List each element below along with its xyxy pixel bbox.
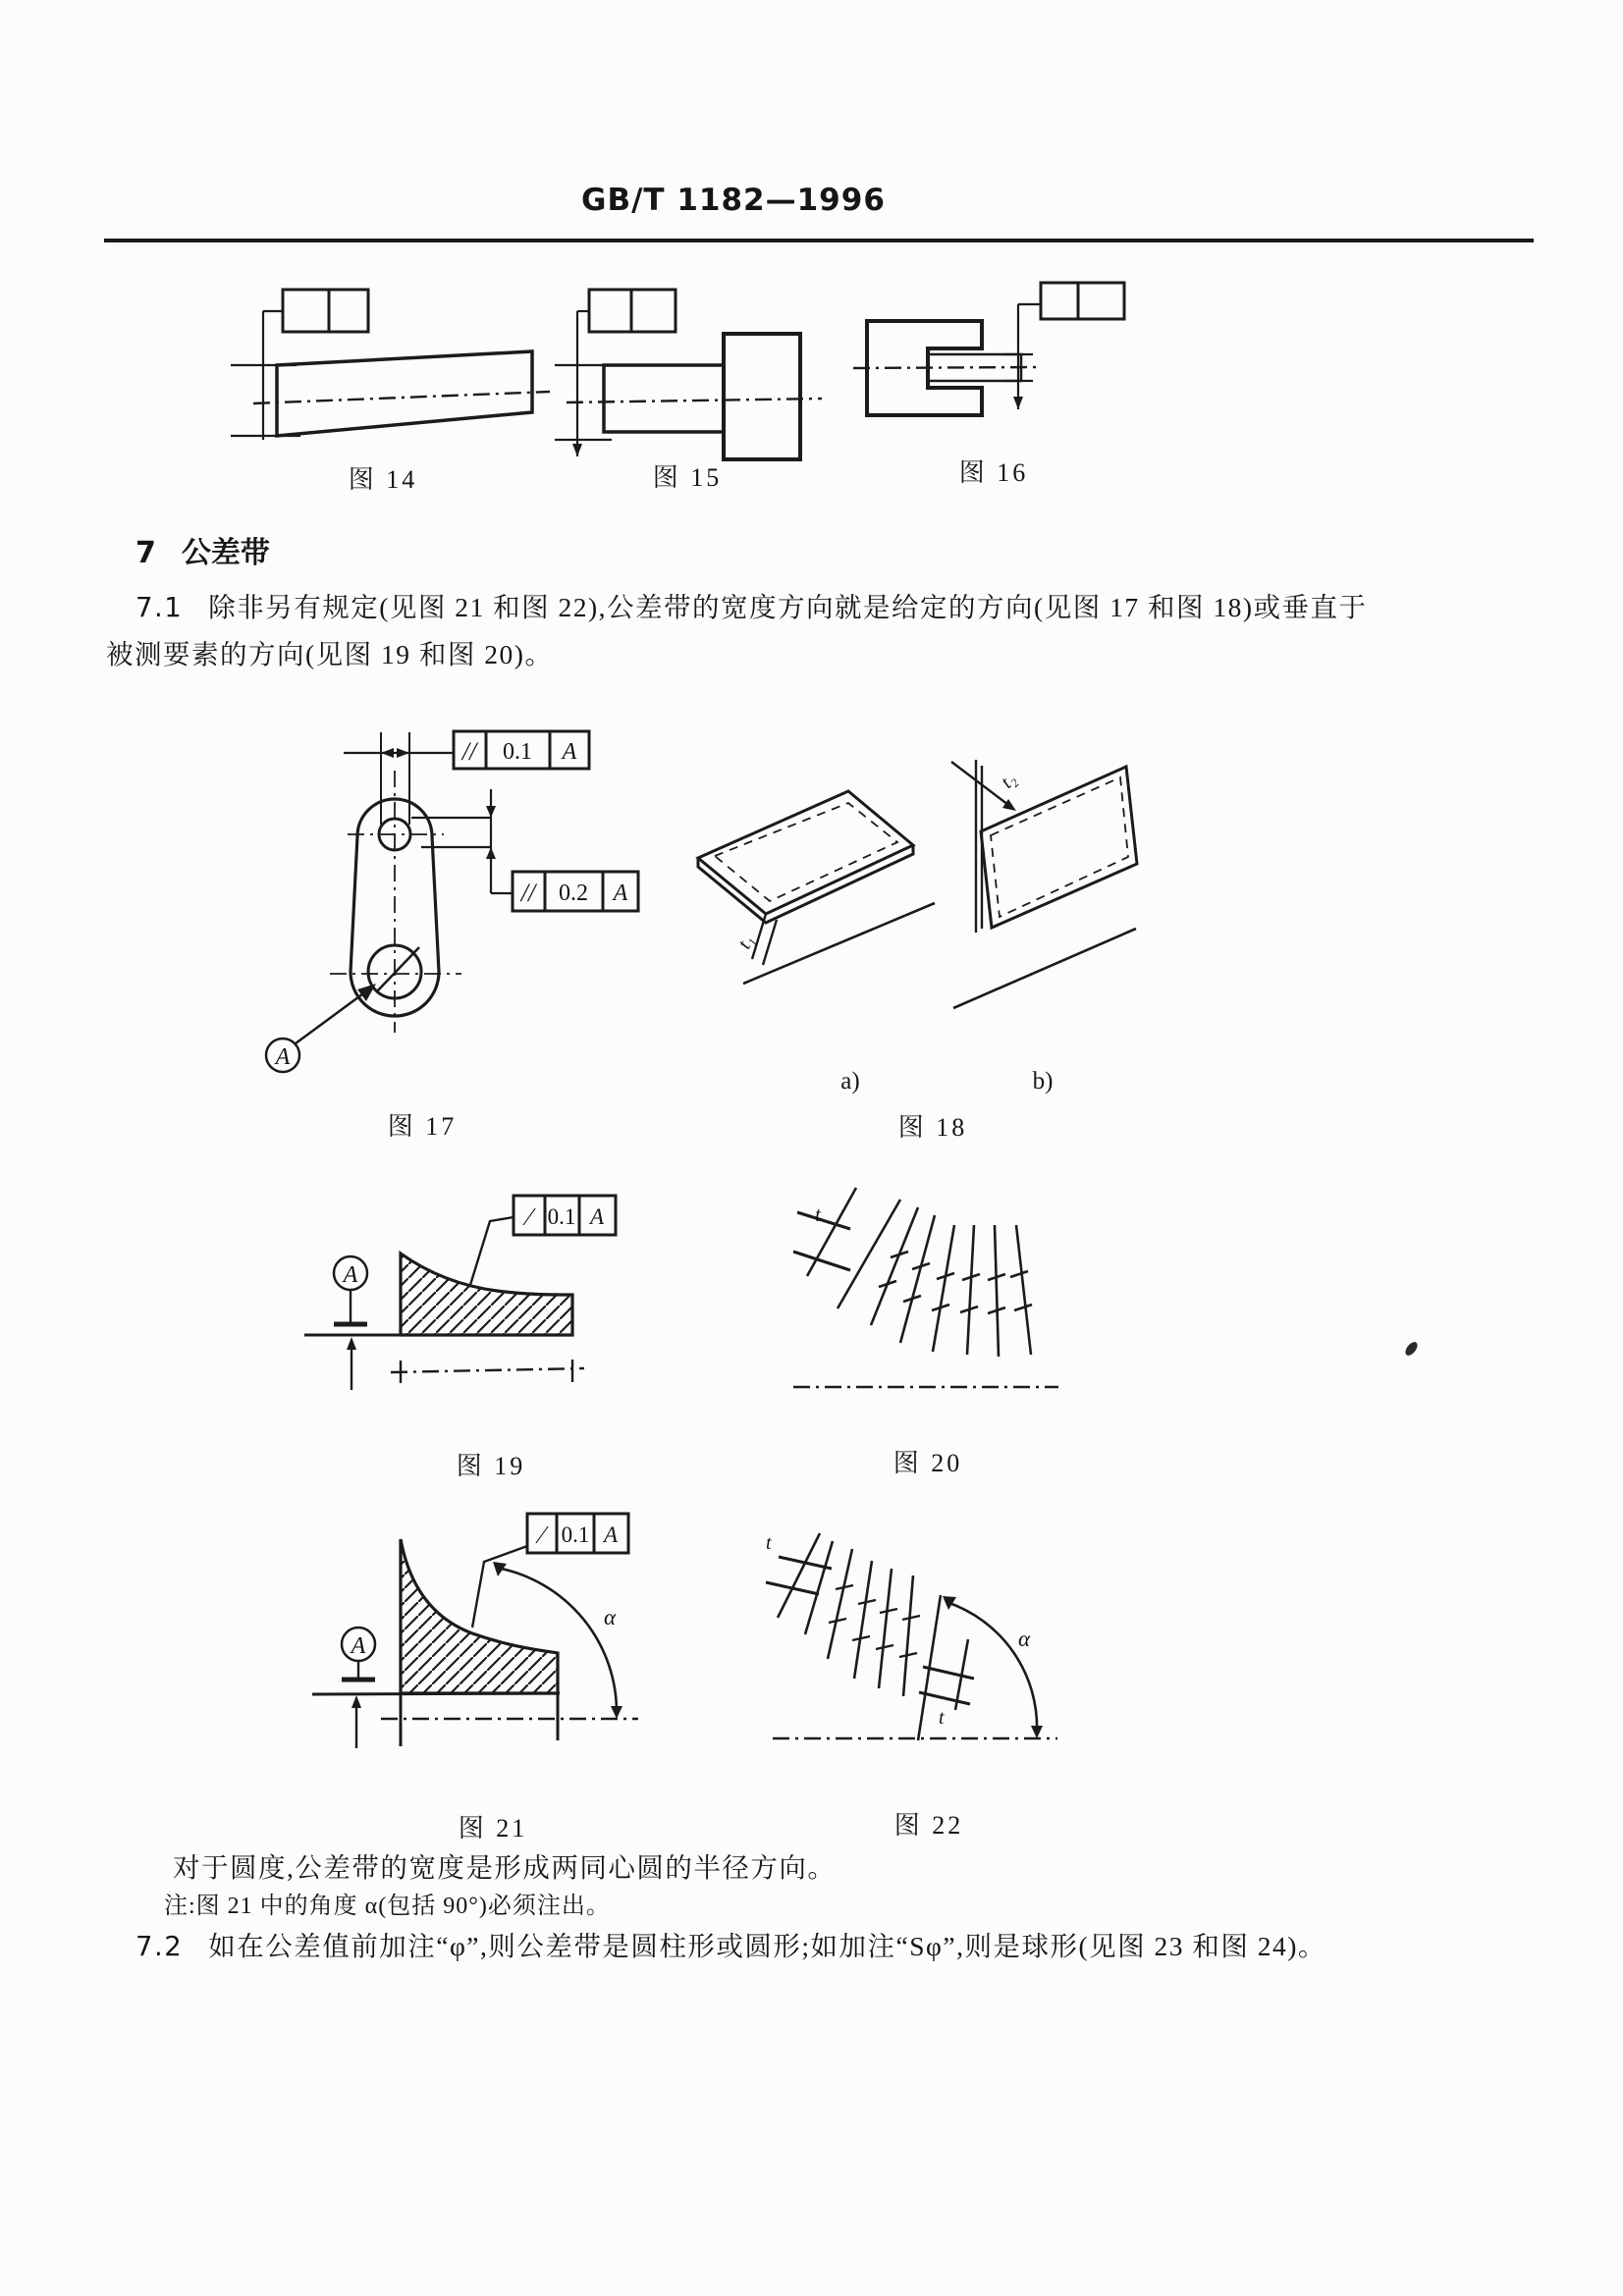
clause-7-1-line1 bbox=[135, 585, 1368, 624]
ink-speck bbox=[1403, 1340, 1420, 1358]
fig22-t-label-1: t bbox=[766, 1532, 772, 1554]
fig20-t-label: t bbox=[815, 1202, 821, 1226]
figure-17-drawing bbox=[167, 677, 638, 1104]
clause-7-2-line bbox=[135, 1924, 1326, 1963]
figure-18-caption: 图 18 bbox=[897, 1113, 968, 1142]
figure-15-caption: 图 15 bbox=[652, 463, 723, 492]
clause-7-2-number: 7.2 bbox=[135, 1931, 184, 1962]
fig17-frame1-datum: A bbox=[562, 739, 577, 765]
figure-16-caption: 图 16 bbox=[958, 458, 1029, 487]
figure-21-drawing bbox=[226, 1492, 668, 1831]
figure-20-drawing bbox=[766, 1158, 1080, 1472]
section-number: 7 bbox=[135, 536, 156, 570]
fig17-frame1-value: 0.1 bbox=[503, 739, 532, 765]
fig21-datum-label: A bbox=[351, 1633, 366, 1659]
figure-20-caption: 图 20 bbox=[893, 1449, 963, 1477]
clause-7-1-text1: 除非另有规定(见图 21 和图 22),公差带的宽度方向就是给定的方向(见图 17 和图 18)或垂直于 bbox=[208, 592, 1368, 622]
note-line: 注:图 21 中的角度 α(包括 90°)必须注出。 bbox=[164, 1894, 611, 1919]
fig17-frame2-symbol: // bbox=[520, 879, 536, 907]
fig22-t-label-2: t bbox=[939, 1707, 945, 1729]
figure-18a-label: a) bbox=[840, 1068, 860, 1095]
header-rule bbox=[104, 239, 1534, 242]
fig17-datum-label: A bbox=[275, 1044, 291, 1070]
clause-7-1-line2: 被测要素的方向(见图 19 和图 20)。 bbox=[106, 639, 554, 669]
paragraph-roundness: 对于圆度,公差带的宽度是形成两同心圆的半径方向。 bbox=[173, 1852, 837, 1883]
figure-18-drawing bbox=[668, 726, 1178, 1104]
fig21-frame-value: 0.1 bbox=[561, 1522, 590, 1547]
fig17-frame1-symbol: // bbox=[461, 737, 477, 766]
figure-21-caption: 图 21 bbox=[458, 1814, 528, 1842]
clause-7-1-number: 7.1 bbox=[135, 592, 184, 623]
doc-number: GB/T 1182—1996 bbox=[581, 183, 886, 218]
section-title: 公差带 bbox=[181, 536, 270, 570]
fig22-alpha-label: α bbox=[1018, 1627, 1031, 1651]
fig21-frame-symbol: ∕ bbox=[539, 1521, 545, 1549]
figure-22-drawing bbox=[727, 1502, 1139, 1831]
fig19-frame-datum: A bbox=[589, 1204, 605, 1229]
section-heading bbox=[135, 528, 270, 571]
figure-17-caption: 图 17 bbox=[387, 1112, 458, 1141]
clause-7-2-text: 如在公差值前加注“φ”,则公差带是圆柱形或圆形;如加注“Sφ”,则是球形(见图 23 和图 24)。 bbox=[208, 1931, 1326, 1961]
figure-14-caption: 图 14 bbox=[348, 465, 418, 494]
fig17-frame2-datum: A bbox=[613, 881, 628, 906]
figure-22-caption: 图 22 bbox=[893, 1811, 964, 1840]
fig18-t1-label: t₁ bbox=[732, 931, 759, 953]
figure-18b-label: b) bbox=[1032, 1068, 1054, 1095]
fig19-frame-value: 0.1 bbox=[547, 1204, 576, 1229]
fig19-frame-symbol: ∕ bbox=[526, 1202, 532, 1231]
figure-19-caption: 图 19 bbox=[456, 1452, 526, 1480]
fig21-alpha-label: α bbox=[604, 1605, 617, 1629]
fig17-frame2-value: 0.2 bbox=[559, 881, 588, 906]
fig19-datum-label: A bbox=[343, 1262, 358, 1288]
fig18-t2-label: t₂ bbox=[996, 769, 1021, 793]
figure-14-drawing bbox=[88, 255, 560, 491]
figure-15-drawing bbox=[545, 255, 839, 491]
fig21-frame-datum: A bbox=[603, 1522, 619, 1547]
figure-19-drawing bbox=[285, 1168, 658, 1458]
